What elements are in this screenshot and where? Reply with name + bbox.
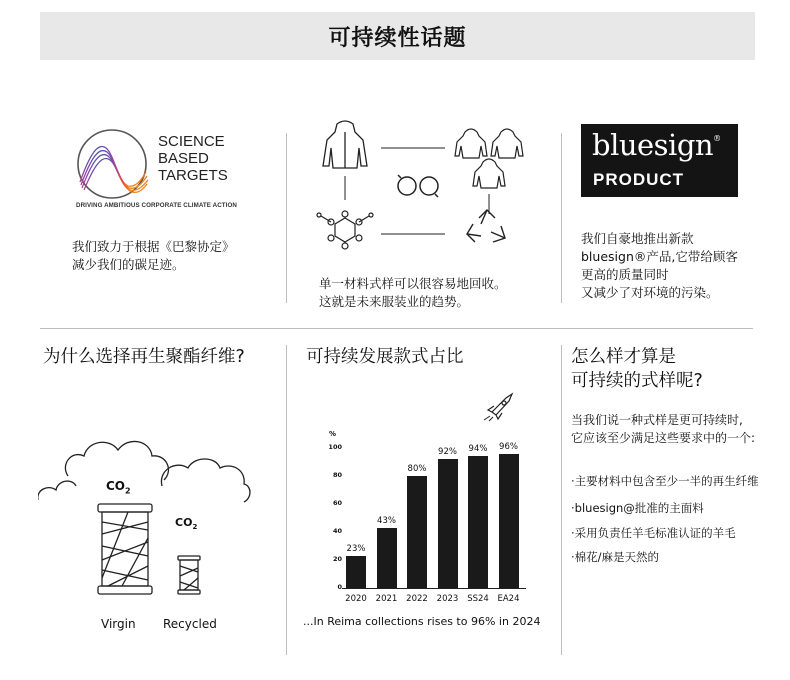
y-tick-label: 0 <box>337 583 342 591</box>
criteria-item: ·主要材料中包含至少一半的再生纤维 <box>571 474 759 488</box>
divider <box>561 133 562 303</box>
spool-virgin-icon <box>98 504 152 594</box>
criteria-heading-line2: 可持续的式样呢? <box>571 371 703 391</box>
bluesign-desc-line4: 又减少了对环境的污染。 <box>581 285 719 300</box>
recycling-cycle-diagram <box>315 118 535 258</box>
x-tick-label: 2022 <box>406 594 428 604</box>
criteria-intro-line2: 它应该至少满足这些要求中的一个: <box>571 431 756 445</box>
criteria-heading <box>571 345 703 393</box>
co2-label-small <box>175 516 197 531</box>
bluesign-desc-line2: bluesign®产品,它带给顾客 <box>581 249 738 264</box>
chart-ylabel: % <box>329 430 337 438</box>
co2-clouds-illustration <box>38 430 278 610</box>
sbt-line2: BASED <box>158 150 209 167</box>
chart-heading: 可持续发展款式占比 <box>306 347 464 367</box>
sbt-wordmark <box>158 133 228 184</box>
mono-desc-line2: 这就是未来服装业的趋势。 <box>319 294 470 309</box>
y-tick-label: 100 <box>328 443 342 451</box>
bar-2023 <box>438 459 458 588</box>
x-tick-label: SS24 <box>467 594 489 604</box>
x-tick-label: 2020 <box>345 594 367 604</box>
cloud-icon <box>161 459 250 502</box>
molecule-icon <box>317 211 373 249</box>
sbt-line3: TARGETS <box>158 167 228 184</box>
x-tick-label: EA24 <box>497 594 520 604</box>
bluesign-description <box>581 230 738 302</box>
bluesign-wordmark: bluesign <box>592 128 714 162</box>
sbt-tagline: DRIVING AMBITIOUS CORPORATE CLIMATE ACTION <box>76 202 237 209</box>
criteria-item: ·棉花/麻是天然的 <box>571 550 660 564</box>
virgin-label: Virgin <box>101 617 136 631</box>
chart-caption: ...In Reima collections rises to 96% in 2024 <box>303 615 541 628</box>
recycled-label: Recycled <box>163 617 217 631</box>
criteria-item: ·bluesign@批准的主面料 <box>571 501 704 515</box>
cloud-icon <box>38 481 76 500</box>
bluesign-desc-line1: 我们自豪地推出新款 <box>581 231 694 246</box>
co2-label-large <box>106 479 131 495</box>
data-label: 43% <box>377 515 396 526</box>
bar-SS24 <box>468 456 488 588</box>
sbt-description <box>72 238 235 274</box>
divider <box>40 328 753 329</box>
recycle-icon <box>467 210 505 242</box>
criteria-intro-line1: 当我们说一种式样是更可持续时, <box>571 413 743 427</box>
registered-mark: ® <box>713 134 721 143</box>
criteria-heading-line1: 怎么样才算是 <box>571 347 676 367</box>
x-tick-label: 2021 <box>375 594 398 604</box>
jacket-icon <box>323 121 367 168</box>
divider <box>286 345 287 655</box>
sbt-line1: SCIENCE <box>158 133 225 150</box>
infinity-loop-icon <box>398 175 438 197</box>
x-tick-label: 2023 <box>436 594 459 604</box>
bar-2022 <box>407 476 427 588</box>
mono-description <box>319 275 507 311</box>
data-label: 96% <box>499 441 518 452</box>
bar-2020 <box>346 556 366 588</box>
co2-subscript: 2 <box>125 486 131 496</box>
spool-recycled-icon <box>178 556 200 594</box>
sbt-desc-line2: 减少我们的碳足迹。 <box>72 257 185 272</box>
co2-text: CO <box>106 479 126 493</box>
co2-text: CO <box>175 516 193 529</box>
y-tick-label: 60 <box>332 499 342 507</box>
sbt-desc-line1: 我们致力于根据《巴黎协定》 <box>72 239 235 254</box>
co2-subscript: 2 <box>192 523 198 532</box>
criteria-item: ·采用负责任羊毛标准认证的羊毛 <box>571 526 736 540</box>
x-axis-line <box>342 588 526 589</box>
bar-EA24 <box>499 454 519 588</box>
criteria-intro <box>571 411 755 447</box>
bar-chart <box>300 430 550 610</box>
page-title: 可持续性话题 <box>40 12 755 60</box>
bluesign-desc-line3: 更高的质量同时 <box>581 267 669 282</box>
divider <box>561 345 562 655</box>
mono-desc-line1: 单一材料式样可以很容易地回收。 <box>319 276 507 291</box>
cloud-icon <box>65 441 168 480</box>
bar-2021 <box>377 528 397 588</box>
y-tick-label: 80 <box>332 471 342 479</box>
rocket-icon <box>482 392 516 422</box>
jackets-group-icon <box>455 129 523 188</box>
y-tick-label: 20 <box>332 555 342 563</box>
bluesign-logo <box>581 124 738 197</box>
bluesign-product-label: PRODUCT <box>593 170 685 189</box>
divider <box>286 133 287 303</box>
sbt-logo-icon <box>72 124 154 204</box>
recycled-heading: 为什么选择再生聚酯纤维? <box>43 347 245 367</box>
data-label: 94% <box>468 444 488 455</box>
data-label: 92% <box>438 447 457 458</box>
data-label: 23% <box>346 543 366 554</box>
y-tick-label: 40 <box>332 527 342 535</box>
data-label: 80% <box>407 464 427 474</box>
